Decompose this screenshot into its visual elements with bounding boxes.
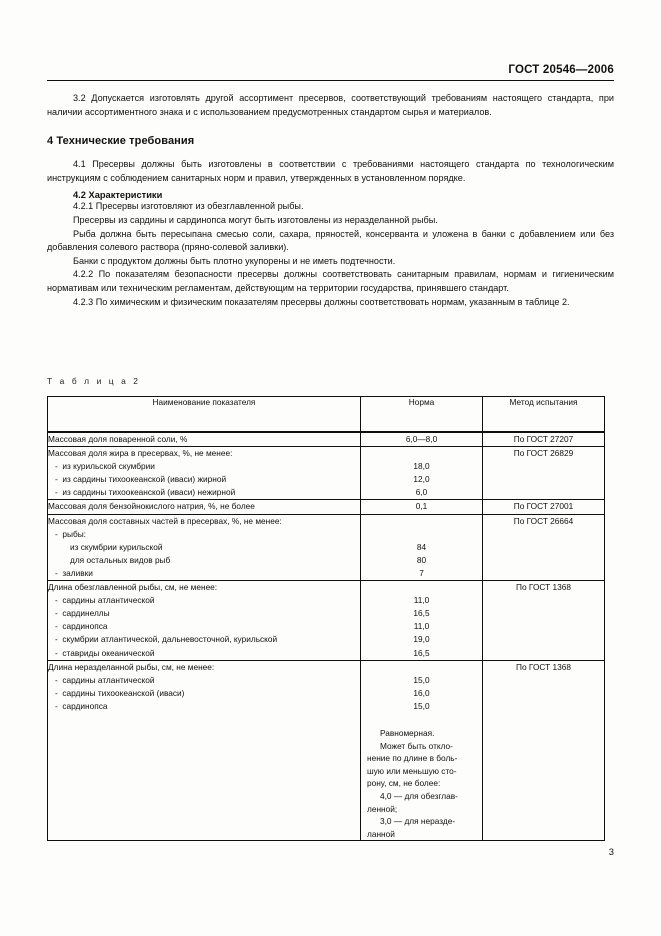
- indicator-line: - сардины тихоокеанской (иваси): [55, 687, 185, 698]
- indicator-line: - из сардины тихоокеанской (иваси) жирной: [55, 474, 227, 485]
- indicator-line: Массовая доля поваренной соли, %: [48, 434, 188, 444]
- cell-test-method: [483, 447, 605, 500]
- paragraph-4-2-1: 4.2.1 Пресервы изготовляют из обезглавленной рыбы.: [73, 201, 304, 212]
- norm-note-line: рону, см, не более:: [367, 778, 441, 789]
- norm-note-line: шую или меньшую сто-: [367, 765, 457, 776]
- header-rule: [47, 80, 614, 81]
- norm-note-line: ленной;: [367, 803, 398, 814]
- indicator-line: Массовая доля жира в пресервах, %, не менее:: [48, 448, 233, 459]
- paragraph-3-2: 3.2 Допускается изготовлять другой ассортимент пресервов, соответствующий требованиям настоящего стандарта, при наличии ассортиментного знака и с использованием предусмотренных стандартом сырья и материалов.: [47, 93, 614, 117]
- table-header-row: [48, 397, 605, 433]
- indicator-line: - сардинопса: [55, 700, 108, 711]
- norm-value: 15,0: [413, 674, 430, 685]
- running-header: [47, 60, 614, 79]
- test-method-value: По ГОСТ 26829: [513, 448, 574, 459]
- table-row: [48, 500, 605, 514]
- spacer: [47, 147, 614, 158]
- norm-value: 15,0: [413, 700, 430, 711]
- test-method-value: По ГОСТ 1368: [516, 582, 571, 593]
- paragraph-4-2-2: 4.2.2 По показателям безопасности пресервы должны соответствовать санитарным правилам, нормам и гигиеническим нормативам или техническим регламентам, действующим на территории государства, принявшего стандарт.: [47, 269, 614, 293]
- indicator-line: - ставриды океанической: [55, 647, 155, 658]
- cell-norm: [361, 660, 483, 841]
- page-number: 3: [608, 846, 614, 857]
- cell-test-method: [483, 500, 605, 514]
- indicator-line: - сардины атлантической: [55, 674, 155, 685]
- table-body: [48, 432, 605, 841]
- indicator-line: - заливки: [55, 567, 93, 578]
- norm-value: 11,0: [413, 621, 430, 632]
- norm-value: 6,0—8,0: [405, 434, 438, 444]
- indicator-line: - сардинеллы: [55, 608, 110, 619]
- norm-note-line: Может быть откло-: [380, 740, 453, 751]
- test-method-value: По ГОСТ 26664: [513, 515, 574, 526]
- norm-value: 16,5: [413, 647, 430, 658]
- paragraph-4-2-1b: Пресервы из сардины и сардинопса могут быть изготовлены из неразделанной рыбы.: [73, 214, 438, 225]
- cell-indicator: [48, 514, 361, 580]
- norm-note-line: 3,0 — для неразде-: [380, 816, 456, 827]
- indicator-line: из скумбрии курильской: [70, 541, 163, 552]
- norm-value: 80: [416, 554, 427, 565]
- table-row: [48, 660, 605, 841]
- cell-test-method: [483, 514, 605, 580]
- cell-indicator: [48, 447, 361, 500]
- cell-norm: [361, 581, 483, 661]
- norm-value: 7: [419, 567, 424, 578]
- cell-norm: [361, 514, 483, 580]
- table-container: [47, 396, 604, 841]
- table-row: [48, 432, 605, 447]
- norm-value: 6,0: [415, 487, 428, 498]
- indicator-line: Длина неразделанной рыбы, см, не менее:: [48, 661, 215, 672]
- norm-note-line: 4,0 — для обезглав-: [380, 790, 458, 801]
- paragraph-4-2-1c: Рыба должна быть пересыпана смесью соли, сахара, пряностей, консерванта и уложена в банки с добавлением или без добавления солевого раствора (пряно-солевой заливки).: [47, 228, 614, 253]
- norm-value: 0,1: [415, 501, 428, 512]
- norm-value: 18,0: [413, 461, 430, 472]
- norm-value: 19,0: [413, 634, 430, 645]
- norm-value: 11,0: [413, 595, 430, 606]
- cell-test-method: [483, 660, 605, 841]
- cell-indicator: [48, 581, 361, 661]
- norm-value: 12,0: [413, 474, 430, 485]
- indicator-line: - из сардины тихоокеанской (иваси) нежирной: [55, 487, 236, 498]
- subsection-heading-4-2: 4.2 Характеристики: [73, 190, 163, 201]
- norm-note: [361, 727, 482, 840]
- cell-indicator: [48, 432, 361, 447]
- indicator-line: Массовая доля бензойнокислого натрия, %, не более: [48, 501, 255, 512]
- cell-indicator: [48, 660, 361, 841]
- norm-note-line: ланной: [367, 828, 395, 839]
- table-row: [48, 581, 605, 661]
- norm-value: 16,5: [413, 608, 430, 619]
- table-row: [48, 447, 605, 500]
- cell-norm: [361, 447, 483, 500]
- indicator-line: - скумбрии атлантической, дальневосточной, курильской: [55, 634, 278, 645]
- cell-test-method: [483, 581, 605, 661]
- standard-number: ГОСТ 20546—2006: [508, 64, 614, 76]
- indicator-line: Длина обезглавленной рыбы, см, не менее:: [48, 582, 218, 593]
- indicator-line: Массовая доля составных частей в пресервах, %, не менее:: [48, 515, 282, 526]
- test-method-value: По ГОСТ 1368: [516, 661, 571, 672]
- indicator-line: - сардинопса: [55, 621, 108, 632]
- column-header-test-method: Метод испытания: [483, 397, 605, 433]
- paragraph-4-2-3: 4.2.3 По химическим и физическим показателям пресервы должны соответствовать нормам, указанным в таблице 2.: [73, 296, 570, 307]
- column-header-indicator: Наименование показателя: [48, 397, 361, 433]
- paragraph-4-2-1d: Банки с продуктом должны быть плотно укупорены и не иметь подтечности.: [73, 255, 396, 266]
- section-heading-4: 4 Технические требования: [47, 135, 195, 148]
- indicator-line: - рыбы:: [55, 528, 86, 539]
- test-method-value: По ГОСТ 27207: [513, 434, 574, 444]
- indicator-line: для остальных видов рыб: [70, 554, 171, 565]
- spacer: [47, 119, 614, 135]
- indicator-line: - сардины атлантической: [55, 595, 155, 606]
- test-method-value: По ГОСТ 27001: [513, 501, 574, 512]
- body-content: [47, 92, 614, 309]
- paragraph-4-1: 4.1 Пресервы должны быть изготовлены в соответствии с требованиями настоящего стандарта по технологическим инструкциям с соблюдением санитарных норм и правил, утвержденных в установленном порядке.: [47, 159, 614, 183]
- requirements-table: [47, 396, 605, 841]
- norm-value: 16,0: [413, 687, 430, 698]
- column-header-norm: Норма: [361, 397, 483, 433]
- cell-test-method: [483, 432, 605, 447]
- norm-note-line: Равномерная.: [380, 727, 435, 738]
- norm-value: 84: [416, 541, 427, 552]
- table-caption: Т а б л и ц а 2: [47, 376, 141, 386]
- cell-indicator: [48, 500, 361, 514]
- table-row: [48, 514, 605, 580]
- indicator-line: - из курильской скумбрии: [55, 461, 155, 472]
- cell-norm: [361, 432, 483, 447]
- cell-norm: [361, 500, 483, 514]
- norm-note-line: нение по длине в боль-: [367, 753, 458, 764]
